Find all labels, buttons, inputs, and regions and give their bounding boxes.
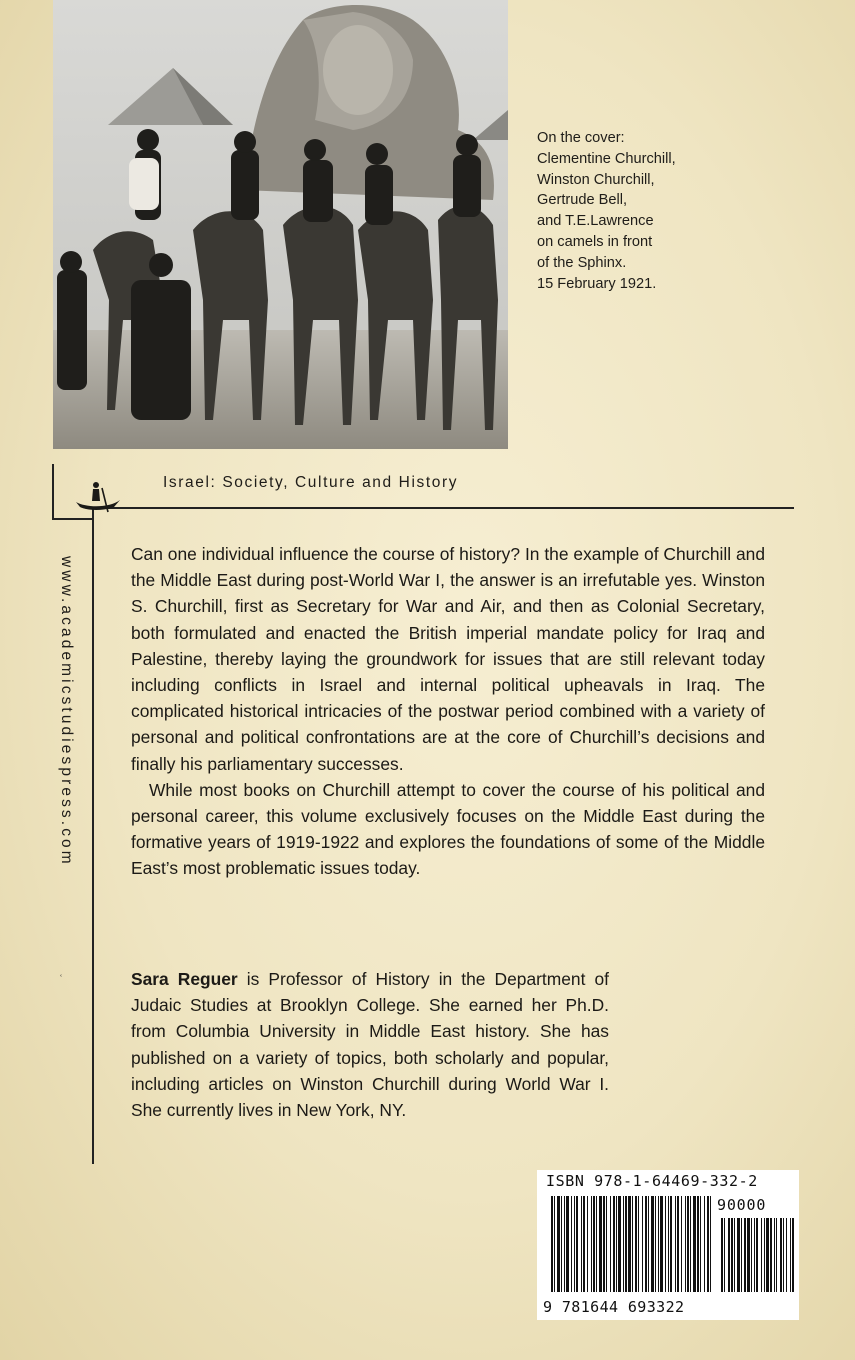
book-blurb bbox=[131, 541, 765, 882]
cover-photo-illustration bbox=[53, 0, 508, 449]
isbn-barcode bbox=[537, 1170, 799, 1320]
barcode-bar bbox=[574, 1196, 575, 1292]
caption-line: of the Sphinx. bbox=[537, 254, 627, 271]
barcode-bar bbox=[728, 1218, 730, 1292]
barcode-bar bbox=[635, 1196, 637, 1292]
caption-line: Clementine Churchill, bbox=[537, 150, 676, 167]
series-title: Israel: Society, Culture and History bbox=[163, 474, 459, 491]
barcode-bar bbox=[751, 1218, 752, 1292]
barcode-bar bbox=[687, 1196, 689, 1292]
barcode-bar bbox=[685, 1196, 686, 1292]
barcode-bar bbox=[591, 1196, 592, 1292]
barcode-bar bbox=[632, 1196, 633, 1292]
barcode-bar bbox=[697, 1196, 699, 1292]
barcode-bar bbox=[766, 1218, 769, 1292]
caption-line: On the cover: bbox=[537, 130, 625, 146]
barcode-bar bbox=[786, 1218, 787, 1292]
barcode-bar bbox=[613, 1196, 615, 1292]
caption-line: on camels in front bbox=[537, 233, 653, 250]
ean-digits: 9 781644 693322 bbox=[543, 1298, 685, 1316]
barcode-bar bbox=[734, 1218, 735, 1292]
barcode-bar bbox=[774, 1218, 775, 1292]
barcode-bar bbox=[737, 1218, 740, 1292]
barcode-bar bbox=[655, 1196, 656, 1292]
barcode-bar bbox=[554, 1196, 555, 1292]
caption-line: Winston Churchill, bbox=[537, 171, 655, 188]
barcode-bar bbox=[756, 1218, 758, 1292]
barcode-bar bbox=[780, 1218, 782, 1292]
barcode-bar bbox=[557, 1196, 560, 1292]
frame-rule-left bbox=[52, 464, 54, 520]
cover-caption bbox=[537, 128, 767, 294]
blurb-paragraph: While most books on Churchill attempt to cover the course of his political and personal career, this volume exclusively focuses on the Middle East during the formative years of 1919-1922 and explores the foundations of some of the Middle East’s most problematic issues today. bbox=[131, 779, 765, 879]
barcode-bar bbox=[587, 1196, 588, 1292]
barcode-bar bbox=[645, 1196, 647, 1292]
barcode-bar bbox=[564, 1196, 565, 1292]
decorative-mark: ʿ bbox=[59, 972, 63, 986]
barcode-bar bbox=[707, 1196, 709, 1292]
frame-rule-vertical bbox=[92, 508, 94, 1164]
website-text: www.academicstudiespress.com bbox=[58, 556, 75, 867]
barcode-bar bbox=[700, 1196, 701, 1292]
barcode-bar bbox=[581, 1196, 582, 1292]
blurb-paragraph: Can one individual influence the course of history? In the example of Churchill and the Middle East during post-World War I, the answer is an irrefutable yes. Winston S. Churchill, first as Secretary for War and Air, and then as Colonial Secretary, both formulated and enacted the British imperial mandate policy for Iraq and Palestine, thereby laying the groundwork for issues that are still relevant today including conflicts in Israel and internal political upheavals in Iraq. The complicated historical intricacies of the postwar period combined with a variety of personal and political confrontations are at the core of Churchill’s decisions and finally his parliamentary successes. bbox=[131, 544, 765, 774]
barcode-bar bbox=[599, 1196, 602, 1292]
barcode-bar bbox=[790, 1218, 791, 1292]
barcode-bar bbox=[704, 1196, 705, 1292]
author-bio bbox=[131, 966, 609, 1123]
barcode-bar bbox=[628, 1196, 631, 1292]
barcode-bar bbox=[690, 1196, 691, 1292]
isbn-text: ISBN 978-1-64469-332-2 bbox=[546, 1172, 758, 1190]
barcode-bar bbox=[651, 1196, 654, 1292]
barcode-bar bbox=[677, 1196, 679, 1292]
barcode-bar bbox=[576, 1196, 578, 1292]
barcode-bar bbox=[754, 1218, 755, 1292]
barcode-bar bbox=[551, 1196, 553, 1292]
barcode-bar bbox=[583, 1196, 585, 1292]
barcode-bar bbox=[603, 1196, 605, 1292]
caption-line: and T.E.Lawrence bbox=[537, 213, 654, 230]
barcode-bar bbox=[665, 1196, 666, 1292]
barcode-bar bbox=[681, 1196, 682, 1292]
barcode-bar bbox=[618, 1196, 621, 1292]
author-bio-text: is Professor of History in the Department of Judaic Studies at Brooklyn College. She earned her Ph.D. from Columbia University in Middle East history. She has published on a variety of topics, both scholarly and popular, including articles on Winston Churchill during World War I. She currently lives in New York, NY. bbox=[131, 969, 609, 1121]
barcode-bar bbox=[792, 1218, 794, 1292]
barcode-bar bbox=[783, 1218, 784, 1292]
barcode-bar bbox=[648, 1196, 649, 1292]
barcode-bar bbox=[741, 1218, 742, 1292]
barcode-bar bbox=[670, 1196, 672, 1292]
barcode-bar bbox=[566, 1196, 569, 1292]
author-name: Sara Reguer bbox=[131, 969, 238, 989]
caption-line: Gertrude Bell, bbox=[537, 192, 628, 209]
barcode-bar bbox=[616, 1196, 617, 1292]
barcode-bar bbox=[710, 1196, 711, 1292]
barcode-bar bbox=[731, 1218, 733, 1292]
barcode-bars bbox=[551, 1194, 797, 1298]
frame-rule-step bbox=[52, 518, 94, 520]
barcode-bar bbox=[747, 1218, 750, 1292]
barcode-bar bbox=[770, 1218, 772, 1292]
barcode-bar bbox=[625, 1196, 627, 1292]
barcode-bar bbox=[561, 1196, 562, 1292]
barcode-bar bbox=[593, 1196, 595, 1292]
publisher-website[interactable] bbox=[56, 556, 80, 916]
frame-rule-top bbox=[92, 507, 794, 509]
barcode-bar bbox=[724, 1218, 725, 1292]
barcode-bar bbox=[658, 1196, 659, 1292]
barcode-bar bbox=[638, 1196, 639, 1292]
barcode-bar bbox=[744, 1218, 746, 1292]
barcode-bar bbox=[610, 1196, 611, 1292]
barcode-bar bbox=[596, 1196, 597, 1292]
caption-line: 15 February 1921. bbox=[537, 275, 657, 292]
barcode-bar bbox=[623, 1196, 624, 1292]
barcode-bar bbox=[668, 1196, 669, 1292]
boatman-icon bbox=[72, 478, 124, 514]
cover-photo bbox=[53, 0, 508, 449]
barcode-bar bbox=[776, 1218, 777, 1292]
barcode-bar bbox=[761, 1218, 762, 1292]
barcode-bar bbox=[675, 1196, 676, 1292]
barcode-bar bbox=[606, 1196, 607, 1292]
barcode-bar bbox=[642, 1196, 643, 1292]
barcode-bar bbox=[693, 1196, 696, 1292]
barcode-bar bbox=[764, 1218, 765, 1292]
price-code: 90000 bbox=[717, 1196, 767, 1214]
barcode-bar bbox=[660, 1196, 663, 1292]
barcode-bar bbox=[721, 1218, 723, 1292]
barcode-bar bbox=[571, 1196, 572, 1292]
